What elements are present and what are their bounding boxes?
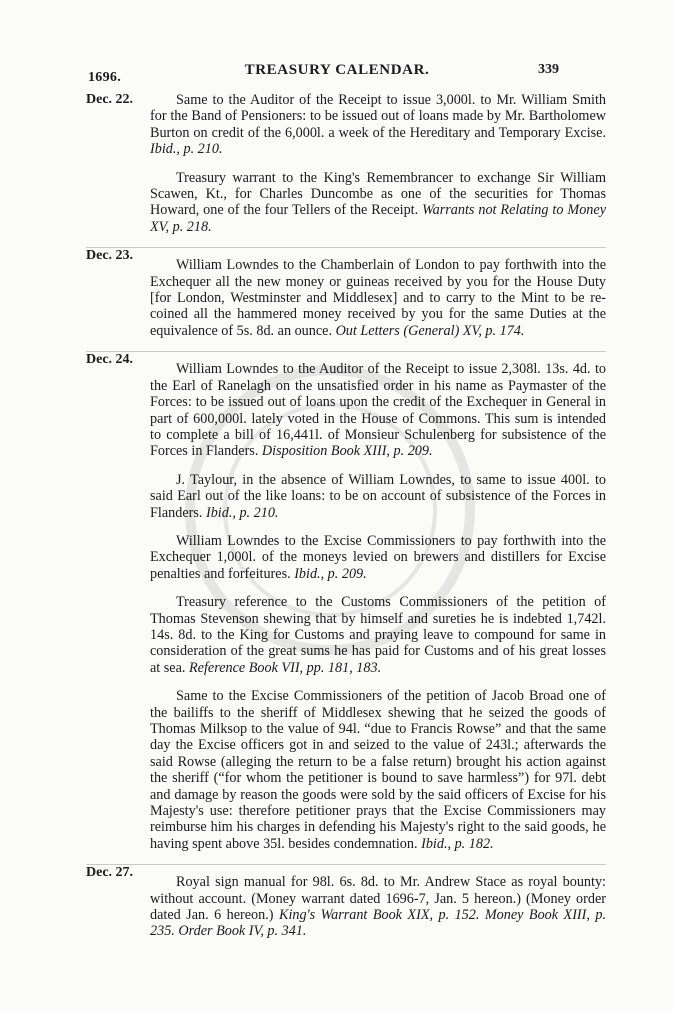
calendar-entry [86,533,606,582]
calendar-entry [86,688,606,852]
entry-reference: Ibid., p. 210. [205,504,279,521]
entry-reference: Ibid., p. 182. [421,835,494,852]
page-number: 339 [538,62,559,77]
entry-body: Treasury reference to the Customs Commissioners of the petition of Thomas Stevenson shewing that by himself and sureties he is indebted 1,742l. 14s. 8d. to the King for Customs and praying leave to compound for same in consideration of the great sums he has paid for Customs and of his great losses at sea. [150,594,606,676]
entry-body: William Lowndes to the Auditor of the Receipt to issue 2,308l. 13s. 4d. to the Earl of Ranelagh on the unsatisfied order in his name as Paymaster of the Forces: to be issued out of loans upon the credit of the Exchequer in General in part of 600,000l. lately voted in the House of Commons. This sum is intended to complete a bill of 16,441l. of Monsieur Schulenberg for subsistence of the Forces in Flanders. [150,361,606,460]
calendar-entry [86,170,606,236]
entry-reference: Out Letters (General) XV, p. 174. [335,322,525,339]
entry-reference: Disposition Book XIII, p. 209. [261,443,433,460]
entry-reference: Reference Book VII, pp. 181, 183. [189,659,382,676]
entry-body: Royal sign manual for 98l. 6s. 8d. to Mr. Andrew Stace as royal bounty: without account. (Money warrant dated 1696-7, Jan. 5 hereon.) (Money order dated Jan. 6 hereon.) [150,874,606,924]
entry-reference: King's Warrant Book XIX, p. 152. Money Book XIII, p. 235. Order Book IV, p. 341. [150,907,607,940]
calendar-entry [86,92,606,158]
entry-body: J. Taylour, in the absence of William Lowndes, to same to issue 400l. to said Earl out of the like loans: to be on account of subsistence of the Forces in Flanders. [150,471,606,521]
entry-date: Dec. 23. [86,248,134,264]
calendar-entry [86,472,606,521]
entry-reference: Ibid., p. 210. [150,141,223,158]
entry-reference: Warrants not Relating to Money XV, p. 218. [150,202,606,235]
entry-body: Same to the Excise Commissioners of the petition of Jacob Broad one of the bailiffs to the sheriff of Middlesex shewing that he seized the goods of Thomas Milksop to the value of 94l. “due to Francis Rowse” and that the same day the Excise officers got in and seized to the value of 243l.; afterwards the said Rowse (alleging the return to be a false return) brought his action against the sheriff (“for whom the petitioner is bound to save harmless”) for 97l. debt and damage by reason the goods were sold by the said officers of Excise for his Majesty's use: therefore petitioner prays that the Excise Commissioners may reimburse him his charges in defending his Majesty's right to the said goods, he having spent above 35l. besides condemnation. [150,688,606,852]
entry-date: Dec. 27. [86,865,134,881]
entry-text [150,533,606,582]
entry-text [150,170,606,236]
entry-reference: Ibid., p. 209. [294,565,367,582]
entry-date: Dec. 22. [86,92,134,107]
calendar-entry [86,864,606,940]
calendar-entry [86,594,606,676]
calendar-entry [86,351,606,459]
entry-text [150,874,606,940]
entry-text [150,594,606,676]
page-year: 1696. [88,70,121,85]
entry-text [150,472,606,521]
calendar-entries [86,92,606,952]
entry-text [150,688,606,852]
entry-body: William Lowndes to the Excise Commissioners to pay forthwith into the Exchequer 1,000l. of the moneys levied on brewers and distillers for Excise penalties and forfeitures. [150,532,606,582]
entry-text [150,257,606,339]
entry-text [150,92,606,158]
entry-date: Dec. 24. [86,352,134,368]
calendar-entry [86,247,606,339]
entry-body: Same to the Auditor of the Receipt to issue 3,000l. to Mr. William Smith for the Band of Pensioners: to be issued out of loans made by Mr. Bartholomew Burton on credit of the 6,000l. a week of the Hereditary and Temporary Excise. [150,92,606,141]
entry-body: William Lowndes to the Chamberlain of London to pay forthwith into the Exchequer all the new money or guineas received by you for the House Duty [for London, Westminster and Middlesex] and to carry to the Mint to be re-coined all the hammered money received by you for the same Duties at the equivalence of 5s. 8d. an ounce. [150,257,606,339]
running-title: TREASURY CALENDAR. [244,62,430,78]
entry-text [150,361,606,459]
entry-body: Treasury warrant to the King's Remembrancer to exchange Sir William Scawen, Kt., for Charles Duncombe as one of the securities for Thomas Howard, one of the four Tellers of the Receipt. [150,169,606,219]
